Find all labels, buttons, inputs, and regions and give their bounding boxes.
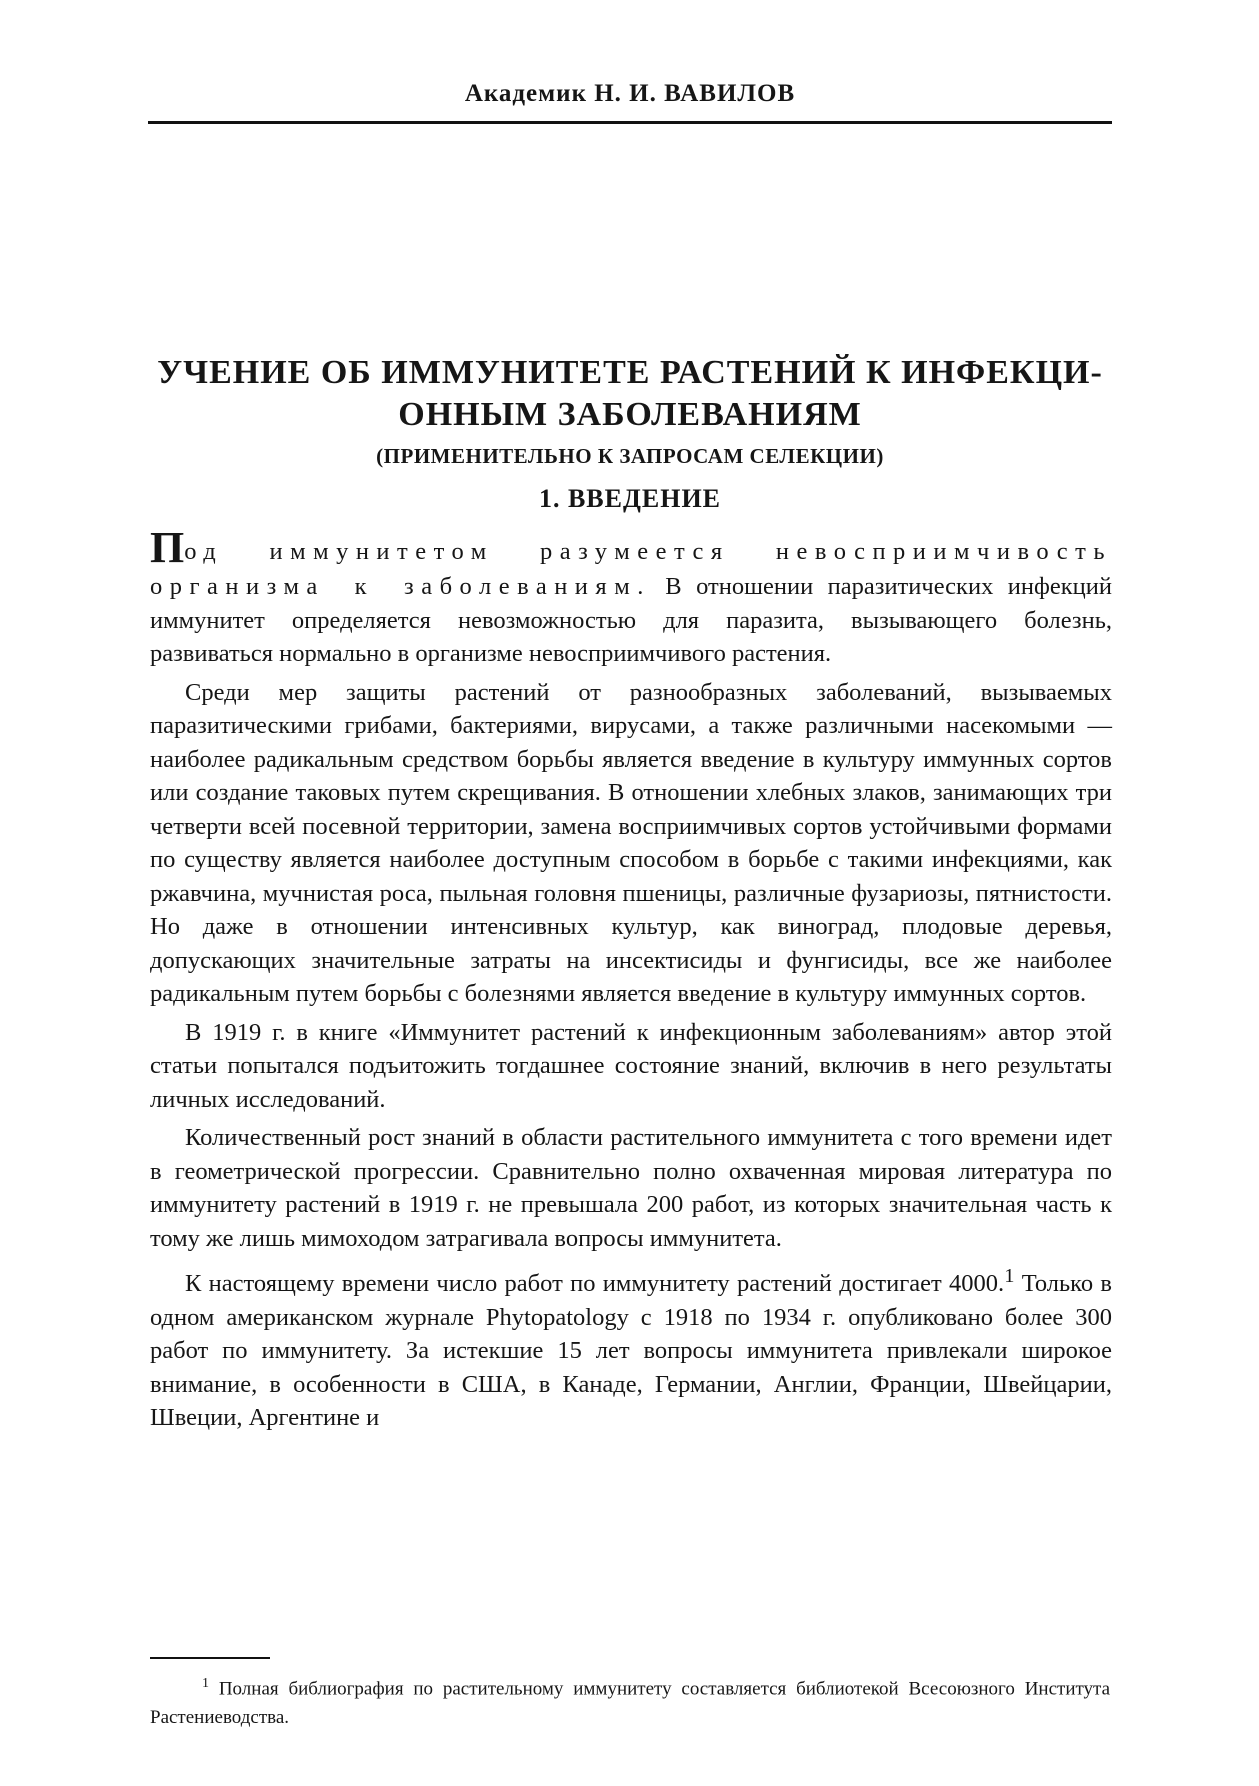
paragraph-5 — [150, 1260, 1112, 1435]
paragraph-5-end: Только в одном американском журнале Phytopatology с 1918 по 1934 г. опубликовано более 300 работ по иммунитету. За истекшие 15 лет вопросы иммунитета привлекали широкое внимание, в особенности в США, в Канаде, Германии, Англии, Франции, Швейцарии, Швеции, Аргентине и — [150, 1270, 1112, 1432]
footnote-marker: 1 — [202, 1676, 209, 1691]
footnote-text: Полная библиография по растительному иммунитету составляется библиотекой Всесоюзного Института Растениеводства. — [150, 1678, 1111, 1729]
article-body — [150, 523, 1112, 1440]
drop-cap: П — [150, 523, 185, 572]
paragraph-1 — [150, 523, 1112, 671]
footnote — [150, 1669, 1110, 1732]
running-header-author: Академик Н. И. ВАВИЛОВ — [464, 80, 796, 107]
footnote-rule — [150, 1657, 270, 1659]
paragraph-2: Среди мер защиты растений от разнообразных заболеваний, вызываемых паразитическими грибами, бактериями, вирусами, а также различными насекомыми — наиболее радикальным средством борьбы является введение в культуру иммунных сортов или создание таковых путем скрещивания. В отношении хлебных злаков, занимающих три четверти всей посевной территории, замена восприимчивых сортов устойчивыми формами по существу является наиболее доступным способом в борьбе с такими инфекциями, как ржавчина, мучнистая роса, пыльная головня пшеницы, различные фузариозы, пятнистости. Но даже в отношении интенсивных культур, как виноград, плодовые деревья, допускающих значительные затраты на инсектисиды и фунгисиды, все же наиболее радикальным путем борьбы с болезнями является введение в культуру иммунных сортов. — [150, 678, 1112, 1007]
paragraph-4: Количественный рост знаний в области растительного иммунитета с того времени идет в геометрической прогрессии. Сравнительно полно охваченная мировая литература по иммунитету растений в 1919 г. не превышала 200 работ, из которых значительная часть к тому же лишь мимоходом затрагивала вопросы иммунитета. — [150, 1124, 1112, 1252]
paragraph-3: В 1919 г. в книге «Иммунитет растений к инфекционным заболеваниям» автор этой статьи попытался подъитожить тогдашнее состояние знаний, включив в него результаты личных исследований. — [150, 1018, 1112, 1113]
article-subtitle: (ПРИМЕНИТЕЛЬНО К ЗАПРОСАМ СЕЛЕКЦИИ) — [376, 444, 884, 468]
paragraph-5-start: К настоящему времени число работ по иммунитету растений достигает 4000. — [185, 1270, 1005, 1298]
spaced-definition: од иммунитетом разумеется невосприимчивость организма к заболеваниям. — [150, 538, 1112, 600]
header-rule — [148, 121, 1112, 124]
article-title: УЧЕНИЕ ОБ ИММУНИТЕТЕ РАСТЕНИЙ К ИНФЕКЦИ-ОННЫМ ЗАБОЛЕВАНИЯМ — [157, 354, 1103, 433]
footnote-reference[interactable]: 1 — [1004, 1265, 1015, 1287]
paragraph-1-rest: В отношении паразитических инфекций иммунитет определяется невозможностью для паразита, вызывающего болезнь, развиваться нормально в организме невосприимчивого растения. — [150, 573, 1112, 667]
section-heading: 1. ВВЕДЕНИЕ — [538, 484, 722, 513]
